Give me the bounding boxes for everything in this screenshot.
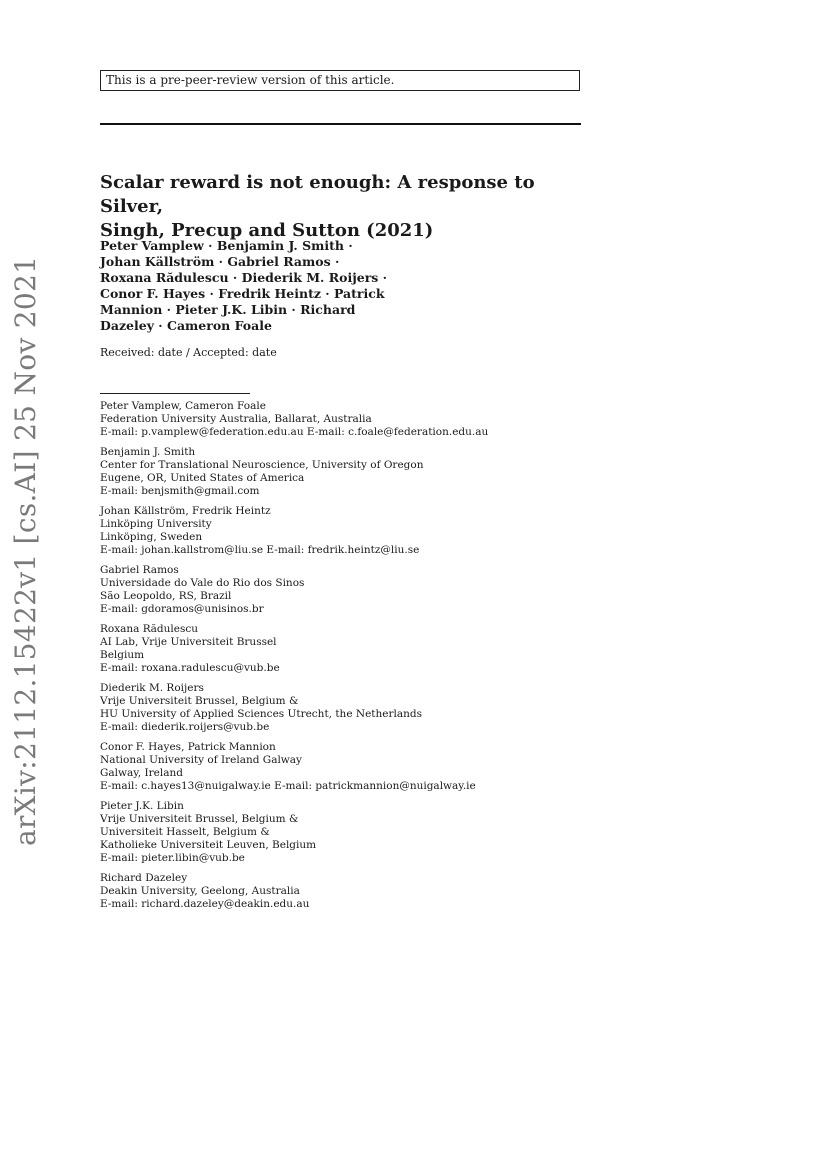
affiliation-block xyxy=(100,741,580,793)
received-date: Received: date / Accepted: date xyxy=(100,346,277,359)
title-line: Singh, Precup and Sutton (2021) xyxy=(100,220,434,241)
affiliation-line: Universidade do Vale do Rio dos Sinos xyxy=(100,577,305,589)
affiliation-line: Galway, Ireland xyxy=(100,767,183,779)
affiliation-line: Benjamin J. Smith xyxy=(100,446,196,458)
affiliation-line: Roxana Rădulescu xyxy=(100,623,199,635)
affiliations xyxy=(100,400,580,918)
affiliation-line: Linköping, Sweden xyxy=(100,531,203,543)
author-line: Conor F. Hayes · Fredrik Heintz · Patrick xyxy=(100,286,385,301)
paper-title xyxy=(100,171,580,243)
affiliation-line: Pieter J.K. Libin xyxy=(100,800,184,812)
author-line: Johan Källström · Gabriel Ramos · xyxy=(100,254,340,269)
affiliation-line: HU University of Applied Sciences Utrecht, the Netherlands xyxy=(100,708,422,720)
arxiv-stamp: arXiv:2112.15422v1 [cs.AI] 25 Nov 2021 xyxy=(9,255,42,846)
affiliation-line: Linköping University xyxy=(100,518,212,530)
affiliation-email[interactable]: E-mail: p.vamplew@federation.edu.au E-mail: c.foale@federation.edu.au xyxy=(100,426,489,438)
affiliation-email[interactable]: E-mail: benjsmith@gmail.com xyxy=(100,485,260,497)
affiliation-block xyxy=(100,800,580,865)
affiliation-block xyxy=(100,682,580,734)
author-line: Mannion · Pieter J.K. Libin · Richard xyxy=(100,302,356,317)
affiliation-block xyxy=(100,400,580,439)
affiliation-line: Richard Dazeley xyxy=(100,872,188,884)
affiliation-line: AI Lab, Vrije Universiteit Brussel xyxy=(100,636,277,648)
affiliation-line: Universiteit Hasselt, Belgium & xyxy=(100,826,270,838)
affiliation-line: National University of Ireland Galway xyxy=(100,754,302,766)
affiliation-block xyxy=(100,505,580,557)
affiliation-block xyxy=(100,623,580,675)
affiliation-line: Belgium xyxy=(100,649,145,661)
title-line: Scalar reward is not enough: A response to Silver, xyxy=(100,172,535,217)
affiliation-line: Diederik M. Roijers xyxy=(100,682,204,694)
affiliation-block xyxy=(100,446,580,498)
affiliation-line: Katholieke Universiteit Leuven, Belgium xyxy=(100,839,317,851)
header-rule xyxy=(100,123,581,125)
author-line: Roxana Rădulescu · Diederik M. Roijers · xyxy=(100,270,388,285)
affiliation-line: Johan Källström, Fredrik Heintz xyxy=(100,505,271,517)
affiliation-line: Vrije Universiteit Brussel, Belgium & xyxy=(100,695,299,707)
affiliation-line: Conor F. Hayes, Patrick Mannion xyxy=(100,741,276,753)
preprint-notice: This is a pre-peer-review version of this article. xyxy=(100,70,580,91)
affiliation-line: Deakin University, Geelong, Australia xyxy=(100,885,300,897)
affiliation-email[interactable]: E-mail: roxana.radulescu@vub.be xyxy=(100,662,280,674)
footnote-rule xyxy=(100,393,250,394)
author-line: Peter Vamplew · Benjamin J. Smith · xyxy=(100,238,353,253)
affiliation-block xyxy=(100,872,580,911)
author-list xyxy=(100,238,420,334)
author-line: Dazeley · Cameron Foale xyxy=(100,318,272,333)
affiliation-email[interactable]: E-mail: diederik.roijers@vub.be xyxy=(100,721,270,733)
affiliation-line: Center for Translational Neuroscience, University of Oregon xyxy=(100,459,424,471)
affiliation-email[interactable]: E-mail: pieter.libin@vub.be xyxy=(100,852,245,864)
affiliation-line: Peter Vamplew, Cameron Foale xyxy=(100,400,266,412)
affiliation-line: Vrije Universiteit Brussel, Belgium & xyxy=(100,813,299,825)
affiliation-email[interactable]: E-mail: c.hayes13@nuigalway.ie E-mail: patrickmannion@nuigalway.ie xyxy=(100,780,476,792)
affiliation-email[interactable]: E-mail: johan.kallstrom@liu.se E-mail: fredrik.heintz@liu.se xyxy=(100,544,420,556)
affiliation-line: São Leopoldo, RS, Brazil xyxy=(100,590,232,602)
affiliation-email[interactable]: E-mail: gdoramos@unisinos.br xyxy=(100,603,264,615)
affiliation-line: Federation University Australia, Ballarat, Australia xyxy=(100,413,372,425)
affiliation-block xyxy=(100,564,580,616)
affiliation-email[interactable]: E-mail: richard.dazeley@deakin.edu.au xyxy=(100,898,310,910)
affiliation-line: Eugene, OR, United States of America xyxy=(100,472,305,484)
affiliation-line: Gabriel Ramos xyxy=(100,564,179,576)
